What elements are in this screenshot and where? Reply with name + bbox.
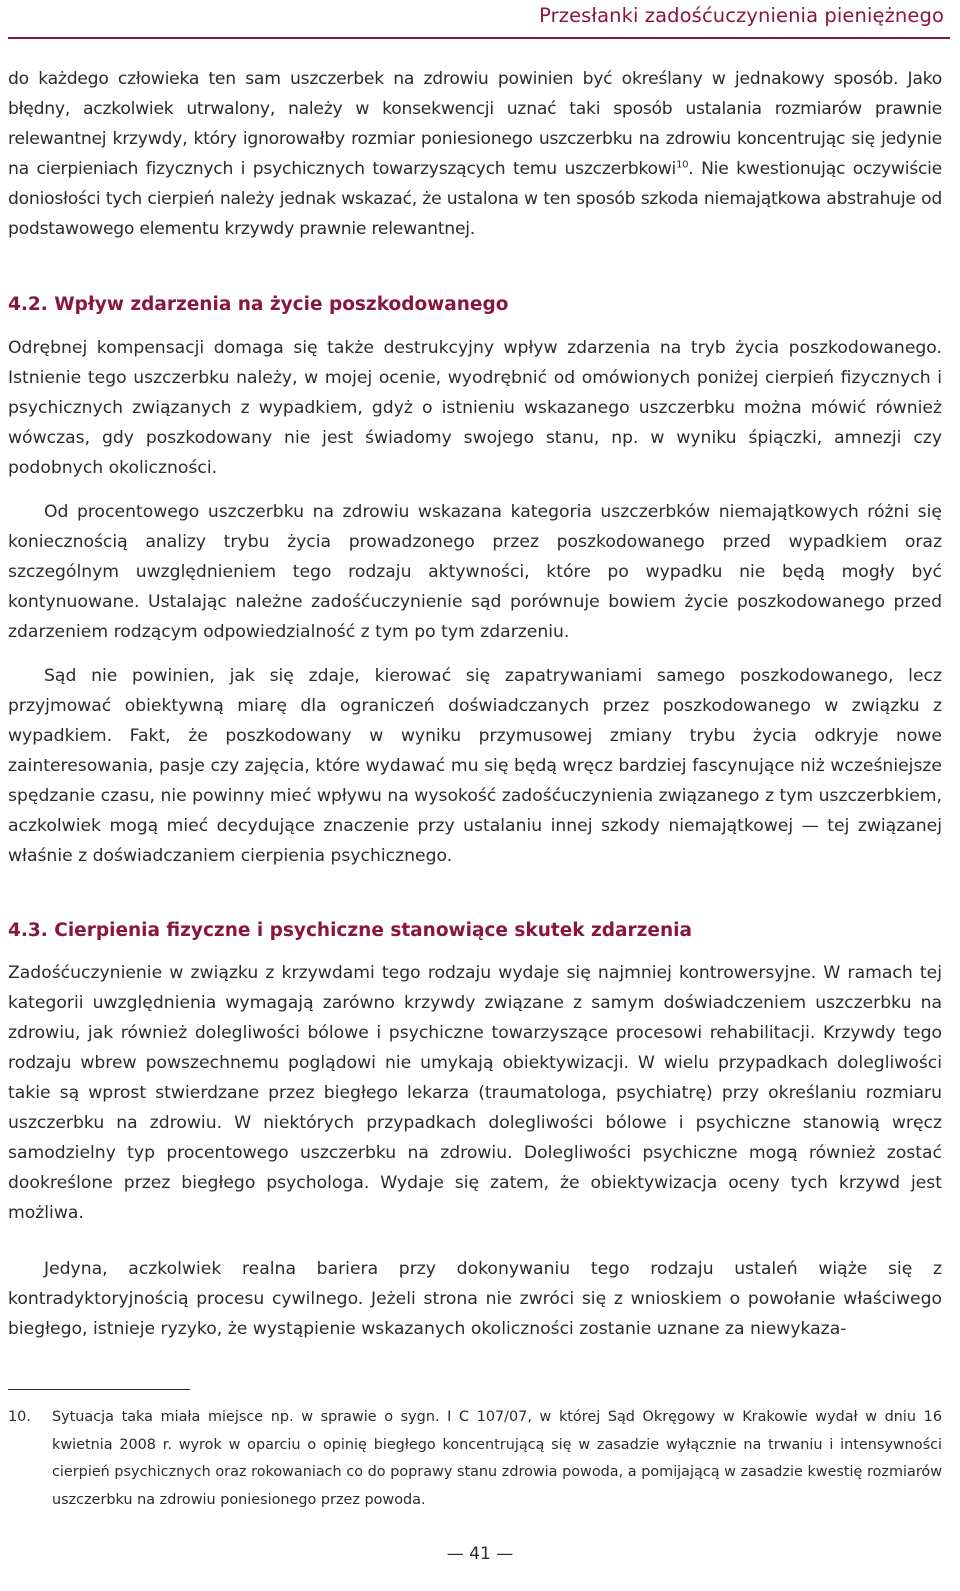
page-number: — 41 — bbox=[446, 1544, 514, 1564]
paragraph-text: do każdego człowieka ten sam uszczerbek na zdrowiu powinien być określany w jednakowy sposób. Jako błędny, aczkolwiek utrwalony, należy w konsekwencji uznać taki sposób ustalania rozmiarów prawnie relewantnej krzywdy, który ignorowałby rozmiar poniesionego uszczerbku na zdrowiu koncentrując się jedynie na cierpieniach fizycznych i psychicznych towarzyszących temu uszczerbkowi bbox=[8, 69, 942, 179]
section-number: 4.2. bbox=[8, 294, 48, 315]
paragraph: Od procentowego uszczerbku na zdrowiu wskazana kategoria uszczerbków niemajątkowych różni się koniecznością analizy trybu życia prowadzonego przez poszkodowanego przed wypadkiem oraz szczególnym uwzględnieniem tego rodzaju aktywności, które po wypadku nie będą mogły być kontynuowane. Ustalając należne zadośćuczynienie sąd porównuje bowiem życie poszkodowanego przed zdarzeniem rodzącym odpowiedzialność z tym po tym zdarzeniu. bbox=[8, 502, 942, 642]
header-rule bbox=[8, 37, 950, 39]
footnote-text: Sytuacja taka miała miejsce np. w sprawie o sygn. I C 107/07, w której Sąd Okręgowy w Krakowie wydał w dniu 16 kwietnia 2008 r. wyrok w oparciu o opinię biegłego koncentrującą się w zasadzie wyłącznie na trwaniu i intensywności cierpień psychicznych oraz rokowaniach co do poprawy stanu zdrowia powoda, a pomijającą w zasadzie kwestię rozmiarów uszczerbku na zdrowiu poniesionego przez powoda. bbox=[52, 1409, 942, 1508]
section-heading-4-2 bbox=[8, 290, 508, 320]
footnote-number: 10. bbox=[8, 1409, 31, 1425]
paragraph: Zadośćuczynienie w związku z krzywdami tego rodzaju wydaje się najmniej kontrowersyjne. W ramach tej kategorii uwzględnienia wymagają zarówno krzywdy związane z samym doświadczeniem uszczerbku na zdrowiu, jak również dolegliwości bólowe i psychiczne towarzyszące procesowi rehabilitacji. Krzywdy tego rodzaju wbrew powszechnemu poglądowi nie umykają obiektywizacji. W wielu przypadkach dolegliwości takie są wprost stwierdzane przez biegłego lekarza (traumatologa, psychiatrę) przy określaniu rozmiaru uszczerbku na zdrowiu. W niektórych przypadkach dolegliwości bólowe i psychiczne stanowią wręcz samodzielny typ procentowego uszczerbku na zdrowiu. Dolegliwości psychiczne mogą również zostać dookreślone przez biegłego psychologa. Wydaje się zatem, że obiektywizacja oceny tych krzywd jest możliwa. bbox=[8, 963, 942, 1223]
section-title: Wpływ zdarzenia na życie poszkodowanego bbox=[54, 294, 509, 315]
footnote-separator bbox=[8, 1389, 190, 1390]
footnote-reference[interactable]: 10 bbox=[676, 159, 689, 171]
section-title: Cierpienia fizyczne i psychiczne stanowiące skutek zdarzenia bbox=[54, 920, 692, 941]
running-header bbox=[0, 0, 960, 40]
paragraph: Jedyna, aczkolwiek realna bariera przy dokonywaniu tego rodzaju ustaleń wiąże się z kontradyktoryjnością procesu cywilnego. Jeżeli strona nie zwróci się z wnioskiem o powołanie właściwego biegłego, istnieje ryzyko, że wystąpienie wskazanych okoliczności zostanie uznane za niewykaza- bbox=[8, 1259, 942, 1339]
paragraph-continued bbox=[8, 64, 942, 244]
paragraph: Odrębnej kompensacji domaga się także destrukcyjny wpływ zdarzenia na tryb życia poszkodowanego. Istnienie tego uszczerbku należy, w mojej ocenie, wyodrębnić od omówionych poniżej cierpień fizycznych i psychicznych związanych z wypadkiem, gdyż o istnieniu wskazanego uszczerbku można mówić również wówczas, gdy poszkodowany nie jest świadomy swojego stanu, np. w wyniku śpiączki, amnezji czy podobnych okoliczności. bbox=[8, 338, 942, 478]
paragraph-text: . Nie kwestionując oczywiście doniosłości tych cierpień należy jednak wskazać, że ustalona w ten sposób szkoda niemajątkowa abstrahuje od podstawowego elementu krzywdy prawnie relewantnej. bbox=[8, 159, 942, 239]
section-number: 4.3. bbox=[8, 920, 48, 941]
paragraph: Sąd nie powinien, jak się zdaje, kierować się zapatrywaniami samego poszkodowanego, lecz przyjmować obiektywną miarę dla ograniczeń doświadczanych przez poszkodowanego w związku z wypadkiem. Fakt, że poszkodowany w wyniku przymusowej zmiany trybu życia odkryje nowe zainteresowania, pasje czy zajęcia, które wydawać mu się będą wręcz bardziej fascynujące niż wcześniejsze spędzanie czasu, nie powinny mieć wpływu na wysokość zadośćuczynienia związanego z tym uszczerbkiem, aczkolwiek mogą mieć decydujące znaczenie przy ustalaniu innej szkody niemajątkowej — tej związanej właśnie z doświadczaniem cierpienia psychicznego. bbox=[8, 666, 942, 866]
running-header-title: Przesłanki zadośćuczynienia pieniężnego bbox=[539, 4, 944, 27]
section-heading-4-3 bbox=[8, 916, 692, 946]
